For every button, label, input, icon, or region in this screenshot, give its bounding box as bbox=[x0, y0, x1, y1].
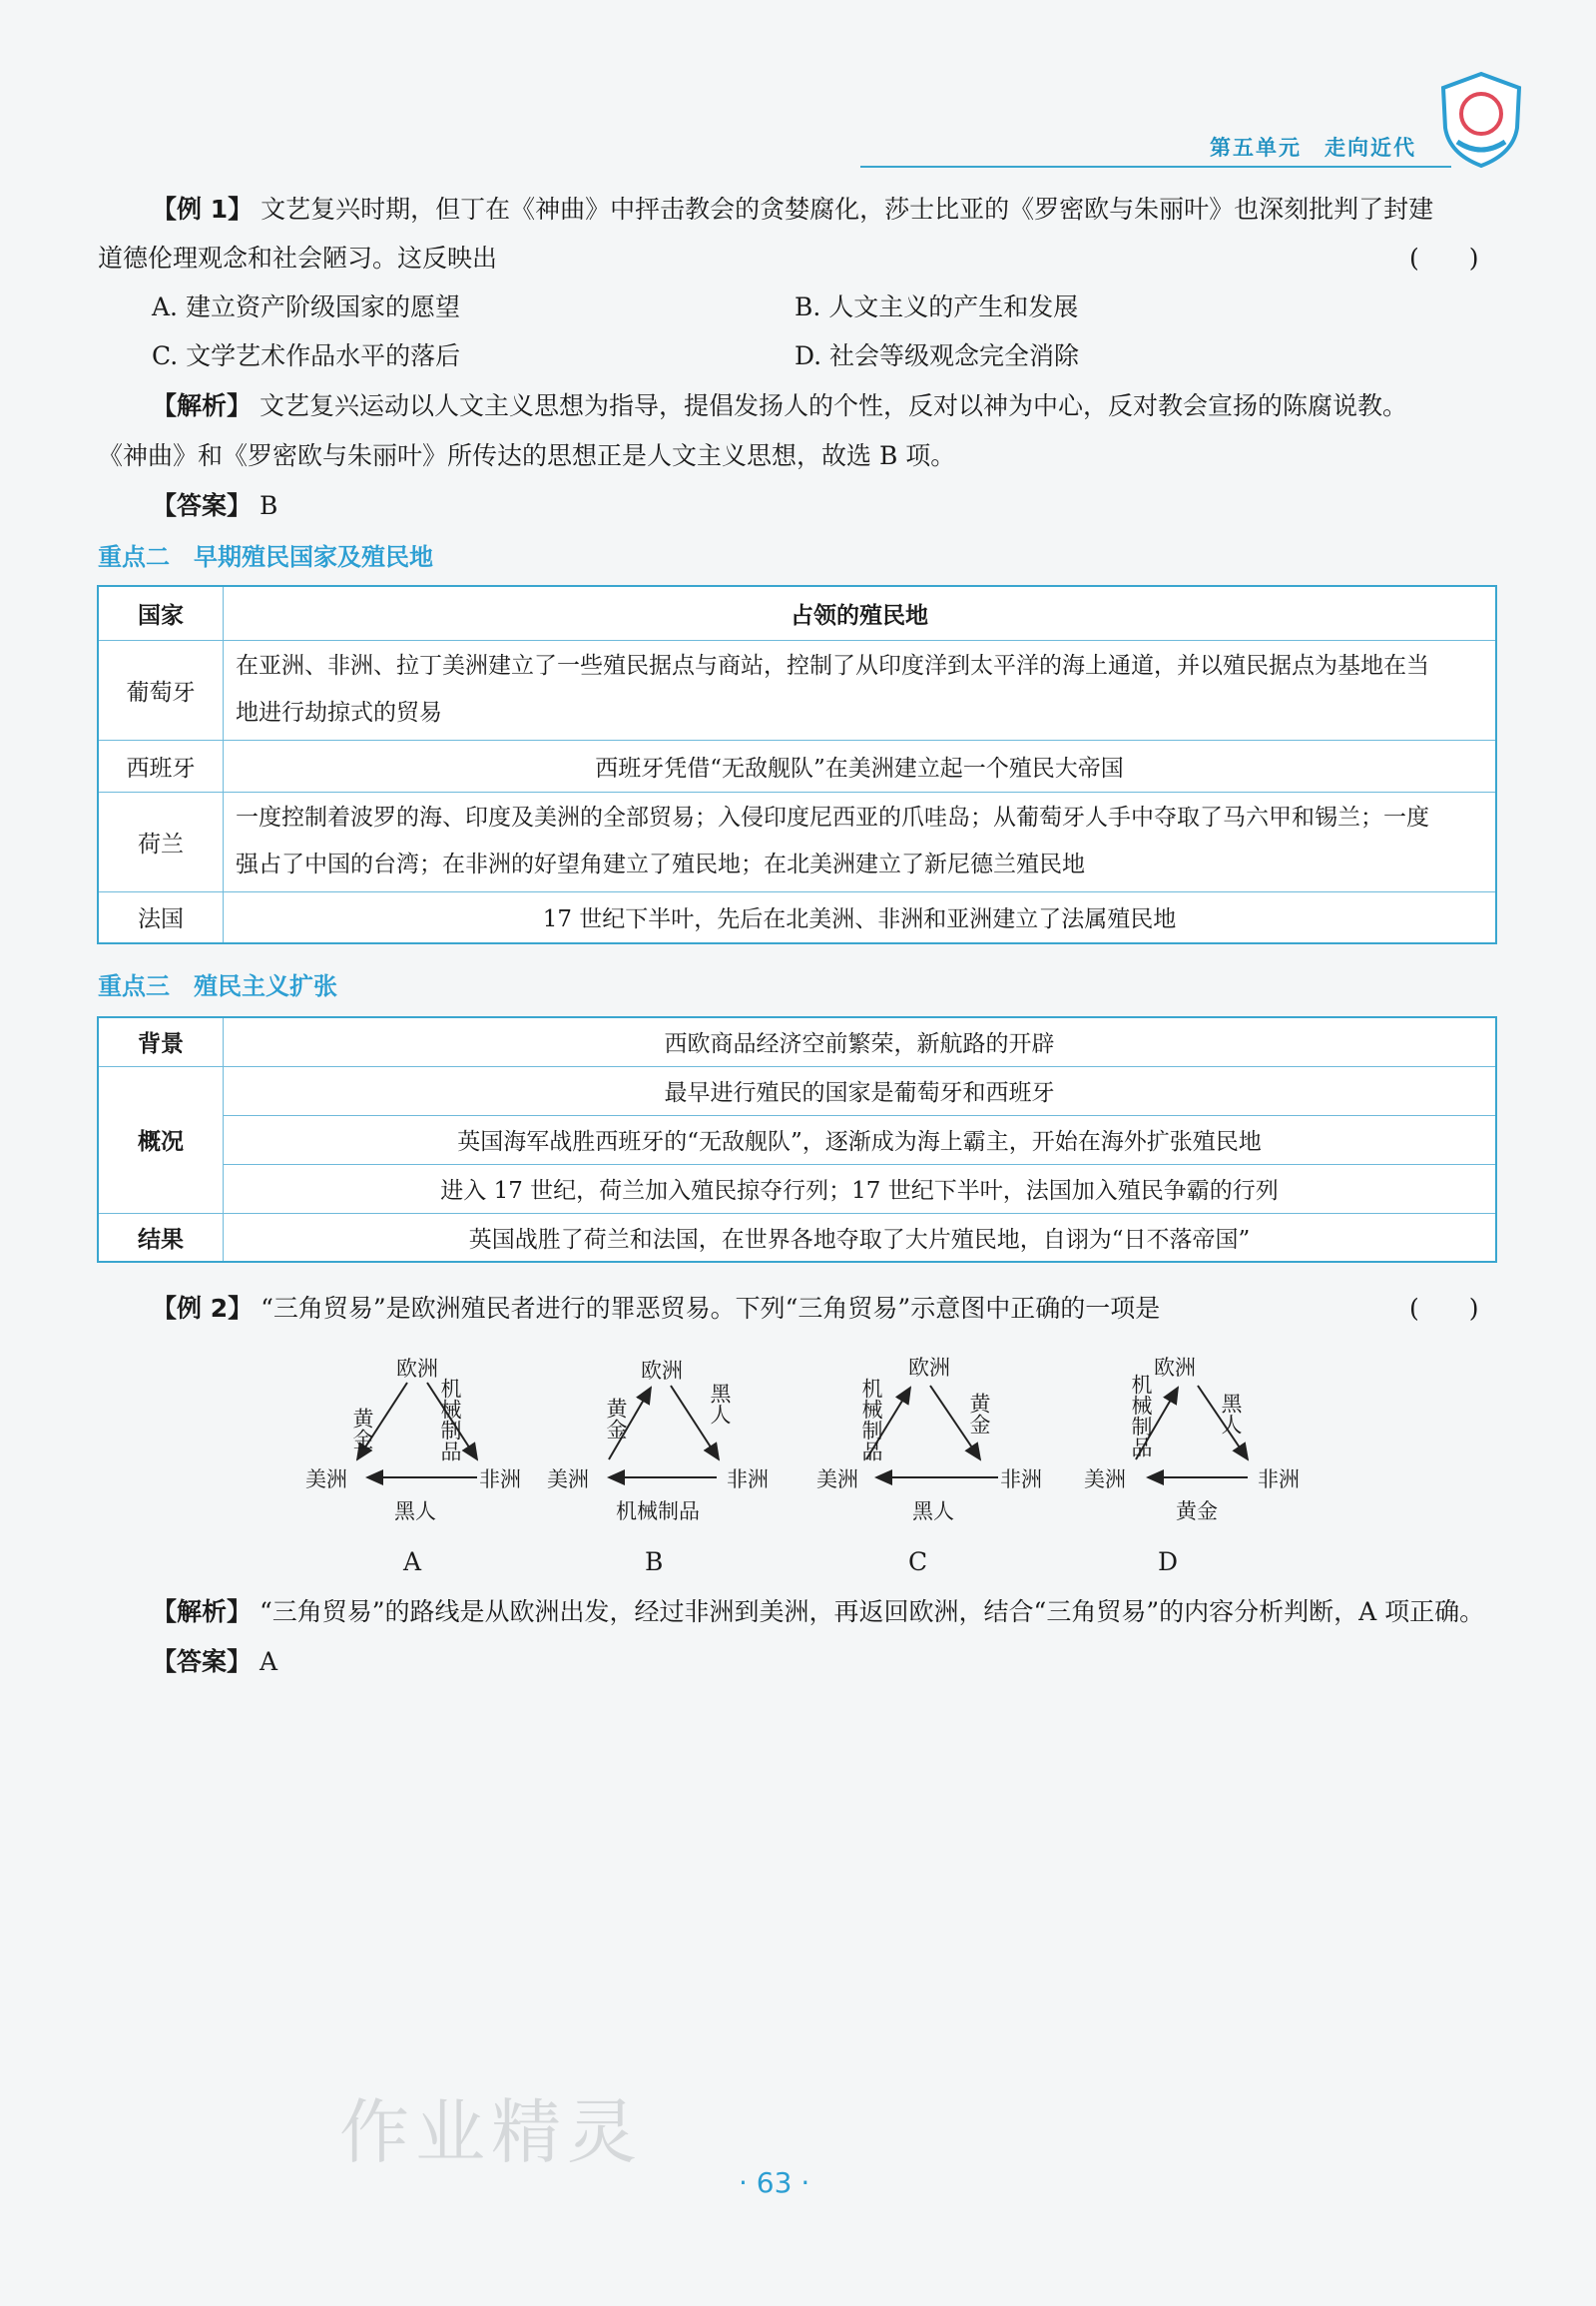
example1-line2: 道德伦理观念和社会陋习。这反映出 bbox=[98, 244, 498, 273]
option-d: D. 社会等级观念完全消除 bbox=[795, 341, 1080, 370]
diagram-d-america: 美洲 bbox=[1084, 1467, 1126, 1491]
diagram-a-left-edge: 黄金 bbox=[350, 1408, 374, 1449]
example2-analysis bbox=[152, 1587, 1484, 1636]
diagram-d-letter: D bbox=[1158, 1547, 1179, 1576]
analysis-line1: 文艺复兴运动以人文主义思想为指导，提倡发扬人的个性，反对以神为中心，反对教会宣扬的陈腐说教。 bbox=[259, 391, 1407, 420]
analysis-line2: 《神曲》和《罗密欧与朱丽叶》所传达的思想正是人文主义思想，故选 B 项。 bbox=[98, 441, 956, 470]
answer-value: B bbox=[259, 491, 278, 520]
page-number: · 63 · bbox=[739, 2166, 810, 2199]
diagram-d-europe: 欧洲 bbox=[1154, 1356, 1196, 1380]
unit-header: 第五单元 走向近代 bbox=[1210, 135, 1416, 160]
example2-tag: 【例 2】 bbox=[152, 1294, 254, 1323]
diagram-c-africa: 非洲 bbox=[1000, 1467, 1042, 1491]
colony-cell: 17 世纪下半叶，先后在北美洲、非洲和亚洲建立了法属殖民地 bbox=[224, 891, 1497, 943]
colony-line: 在亚洲、非洲、拉丁美洲建立了一些殖民据点与商站，控制了从印度洋到太平洋的海上通道，并以殖民据点为基地在当 bbox=[236, 653, 1429, 679]
background-cell: 西欧商品经济空前繁荣，新航路的开辟 bbox=[224, 1017, 1497, 1066]
answer-tag: 【答案】 bbox=[152, 1647, 253, 1676]
overview-cell: 英国海军战胜西班牙的“无敌舰队”，逐渐成为海上霸主，开始在海外扩张殖民地 bbox=[224, 1115, 1497, 1164]
example2-bracket: ( ) bbox=[1409, 1294, 1479, 1323]
option-c: C. 文学艺术作品水平的落后 bbox=[152, 341, 461, 370]
diagram-b-letter: B bbox=[645, 1547, 664, 1576]
diagram-a-europe: 欧洲 bbox=[396, 1357, 438, 1381]
diagram-a-letter: A bbox=[403, 1547, 422, 1576]
diagram-a-africa: 非洲 bbox=[479, 1467, 521, 1491]
result-label: 结果 bbox=[98, 1213, 224, 1262]
diagram-d-africa: 非洲 bbox=[1258, 1467, 1300, 1491]
section2-title: 重点二 早期殖民国家及殖民地 bbox=[98, 543, 433, 571]
option-a: A. 建立资产阶级国家的愿望 bbox=[152, 292, 460, 321]
country-cell: 法国 bbox=[98, 891, 224, 943]
diagram-c-letter: C bbox=[908, 1547, 928, 1576]
diagram-b-africa: 非洲 bbox=[727, 1467, 769, 1491]
diagram-b-america: 美洲 bbox=[547, 1467, 589, 1491]
diagram-d-bottom-edge: 黄金 bbox=[1176, 1499, 1218, 1523]
section3-title: 重点三 殖民主义扩张 bbox=[98, 972, 337, 1000]
example1-bracket: ( ) bbox=[1409, 244, 1479, 273]
overview-cell: 进入 17 世纪，荷兰加入殖民掠夺行列；17 世纪下半叶，法国加入殖民争霸的行列 bbox=[224, 1164, 1497, 1213]
example1-tag: 【例 1】 bbox=[152, 195, 254, 224]
diagram-b-bottom-edge: 机械制品 bbox=[616, 1499, 700, 1523]
colony-cell: 西班牙凭借“无敌舰队”在美洲建立起一个殖民大帝国 bbox=[224, 740, 1497, 792]
example2-answer bbox=[152, 1637, 277, 1686]
header-colonies: 占领的殖民地 bbox=[224, 586, 1497, 640]
country-cell: 葡萄牙 bbox=[98, 640, 224, 740]
diagram-a-america: 美洲 bbox=[305, 1467, 347, 1491]
colony-line: 地进行劫掠式的贸易 bbox=[236, 700, 442, 726]
diagram-d-right-edge: 黑人 bbox=[1219, 1393, 1243, 1435]
overview-cell: 最早进行殖民的国家是葡萄牙和西班牙 bbox=[224, 1066, 1497, 1115]
overview-label: 概况 bbox=[98, 1066, 224, 1213]
diagram-c-bottom-edge: 黑人 bbox=[912, 1499, 954, 1523]
analysis-text: “三角贸易”的路线是从欧洲出发，经过非洲到美洲，再返回欧洲，结合“三角贸易”的内容分析判断，A 项正确。 bbox=[259, 1597, 1485, 1626]
country-cell: 荷兰 bbox=[98, 792, 224, 891]
analysis-tag: 【解析】 bbox=[152, 1597, 253, 1626]
diagram-a-right-edge: 机械制品 bbox=[438, 1378, 462, 1461]
example2-text: “三角贸易”是欧洲殖民者进行的罪恶贸易。下列“三角贸易”示意图中正确的一项是 bbox=[261, 1294, 1161, 1323]
diagram-b-europe: 欧洲 bbox=[641, 1359, 683, 1383]
diagram-a-bottom-edge: 黑人 bbox=[394, 1499, 436, 1523]
colony-line: 一度控制着波罗的海、印度及美洲的全部贸易；入侵印度尼西亚的爪哇岛；从葡萄牙人手中夺取了马六甲和锡兰；一度 bbox=[236, 805, 1429, 831]
answer-value: A bbox=[259, 1647, 278, 1676]
example1-line1: 文艺复兴时期，但丁在《神曲》中抨击教会的贪婪腐化，莎士比亚的《罗密欧与朱丽叶》也深刻批判了封建 bbox=[261, 195, 1434, 224]
option-b: B. 人文主义的产生和发展 bbox=[795, 292, 1079, 321]
diagram-c-left-edge: 机械制品 bbox=[859, 1378, 883, 1461]
diagram-b-right-edge: 黑人 bbox=[708, 1383, 732, 1425]
country-cell: 西班牙 bbox=[98, 740, 224, 792]
diagram-b-left-edge: 黄金 bbox=[604, 1398, 628, 1440]
diagram-c-europe: 欧洲 bbox=[908, 1356, 950, 1380]
watermark: 作业精灵 bbox=[339, 2091, 643, 2173]
colony-line: 强占了中国的台湾；在非洲的好望角建立了殖民地；在北美洲建立了新尼德兰殖民地 bbox=[236, 852, 1085, 877]
result-cell: 英国战胜了荷兰和法国，在世界各地夺取了大片殖民地，自诩为“日不落帝国” bbox=[224, 1213, 1497, 1262]
background-label: 背景 bbox=[98, 1017, 224, 1066]
diagram-c-right-edge: 黄金 bbox=[967, 1393, 991, 1435]
header-country: 国家 bbox=[98, 586, 224, 640]
analysis-tag: 【解析】 bbox=[152, 391, 253, 420]
diagram-c-america: 美洲 bbox=[816, 1467, 858, 1491]
diagram-d-left-edge: 机械制品 bbox=[1129, 1374, 1153, 1457]
answer-tag: 【答案】 bbox=[152, 491, 253, 520]
